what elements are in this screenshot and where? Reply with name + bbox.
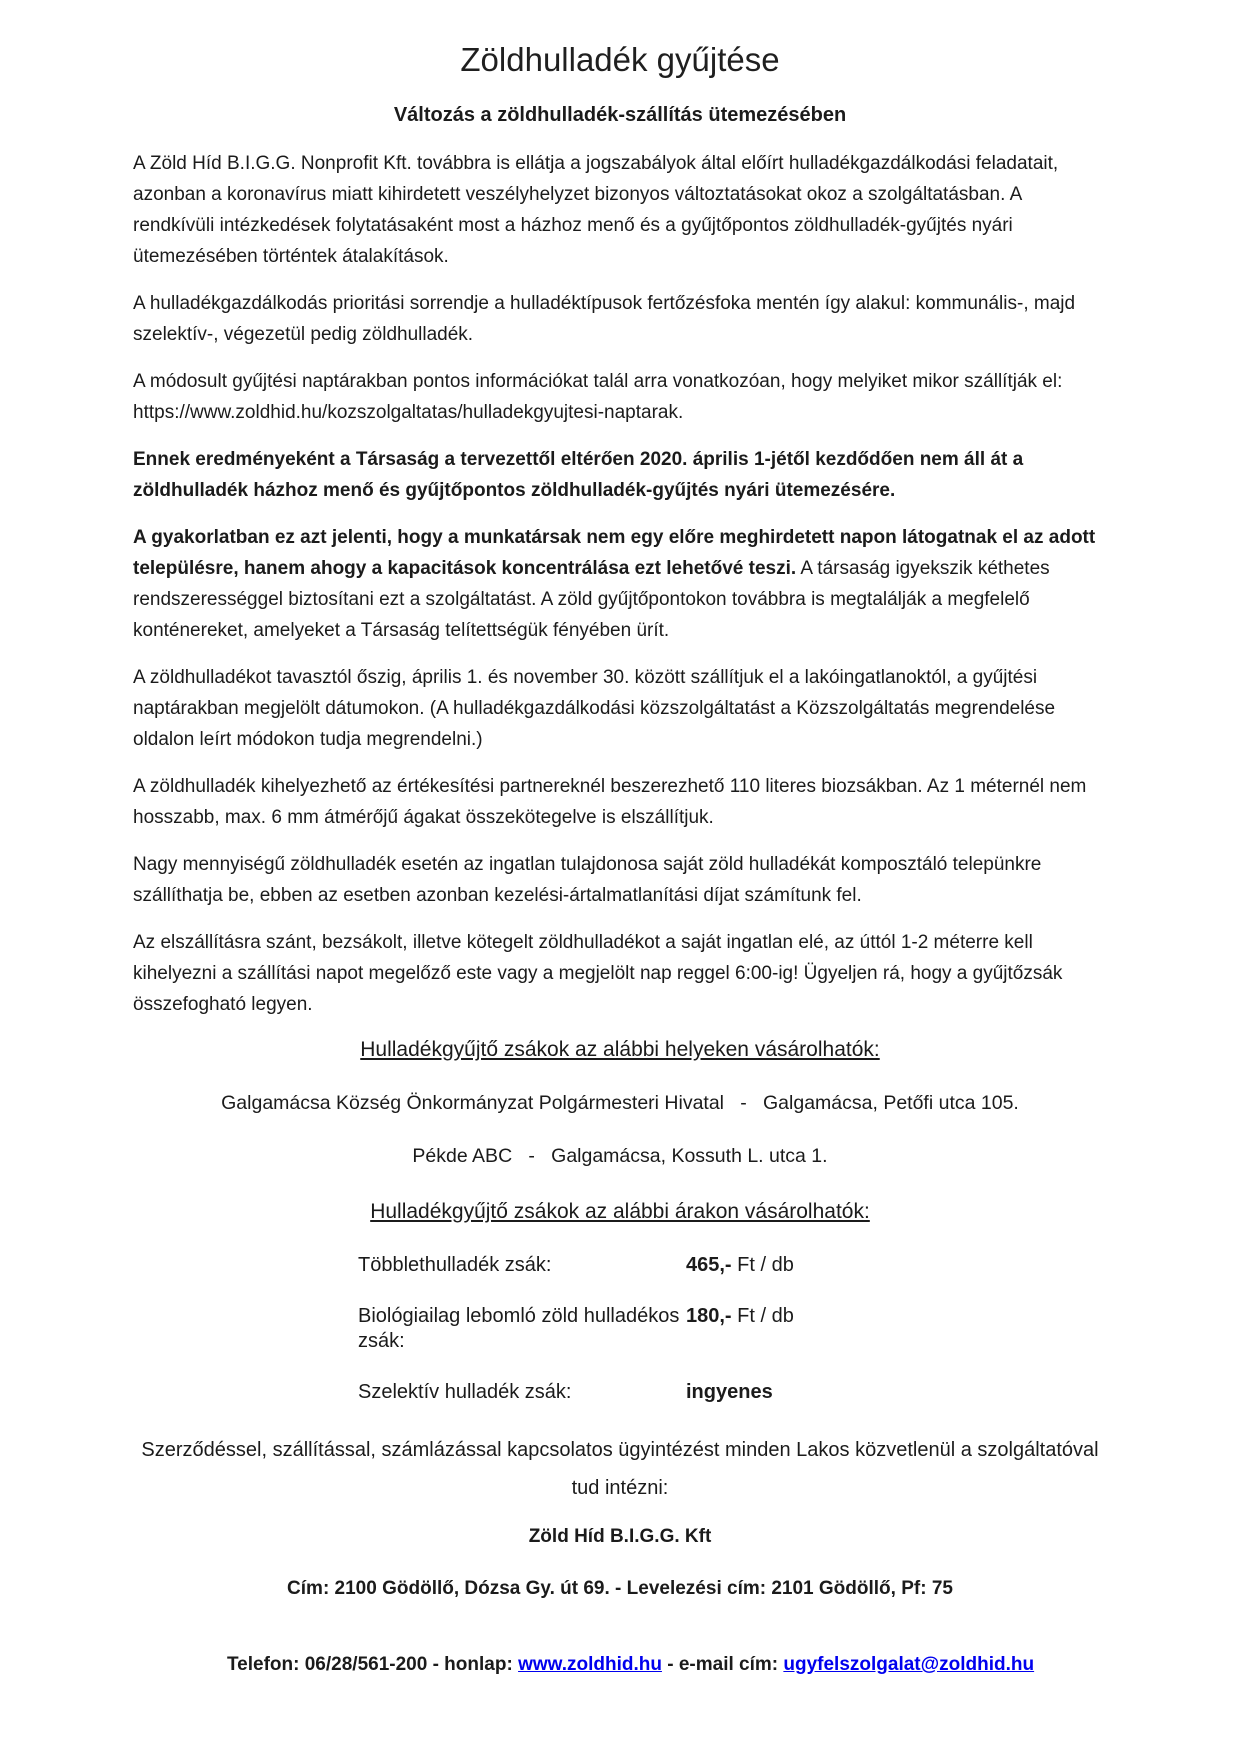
- price-unit: Ft / db: [731, 1253, 794, 1276]
- price-label: Szelektív hulladék zsák:: [358, 1380, 572, 1403]
- price-value: [686, 1253, 794, 1278]
- page-subtitle: Változás a zöldhulladék-szállítás ütemezésében: [393, 103, 847, 126]
- price-label: Biológiailag lebomló zöld hulladékos zsák:: [358, 1304, 680, 1352]
- price-label: Többlethulladék zsák:: [358, 1253, 552, 1276]
- paragraph-intro: A Zöld Híd B.I.G.G. Nonprofit Kft. továbbra is ellátja a jogszabályok által előírt hulladékgazdálkodási feladatait, azonban a koronavírus miatt kihirdetett veszélyhelyzet bizonyos változtatásokat okoz a szolgáltatásban. A rendkívüli intézkedések folytatásaként most a házhoz menő és a gyűjtőpontos zöldhulladék-gyűjtés nyári ütemezésében történtek átalakítások.: [133, 152, 1059, 267]
- company-name: Zöld Híd B.I.G.G. Kft: [528, 1525, 712, 1547]
- price-value: [686, 1304, 794, 1354]
- prices-heading: Hulladékgyűjtő zsákok az alábbi árakon vásárolhatók:: [370, 1199, 870, 1223]
- email-link[interactable]: ugyfelszolgalat@zoldhid.hu: [783, 1653, 1035, 1675]
- price-amount: ingyenes: [686, 1380, 773, 1403]
- price-row-extra-waste: [133, 1253, 1107, 1278]
- location-line-abc: Pékde ABC - Galgamácsa, Kossuth L. utca 1.: [412, 1145, 828, 1168]
- locations-heading: Hulladékgyűjtő zsákok az alábbi helyeken vásárolhatók:: [360, 1037, 880, 1061]
- price-row-selective: [133, 1380, 1107, 1405]
- paragraph-practice: [133, 522, 1107, 646]
- paragraph-calendars: A módosult gyűjtési naptárakban pontos információkat talál arra vonatkozóan, hogy melyiket mikor szállítják el: https://www.zoldhid.hu/kozszolgaltatas/hulladekgyujtesi-naptarak.: [133, 370, 1063, 423]
- company-address: Cím: 2100 Gödöllő, Dózsa Gy. út 69. - Levelezési cím: 2101 Gödöllő, Pf: 75: [287, 1577, 953, 1599]
- paragraph-practice-bold: A gyakorlatban ez azt jelenti, hogy a munkatársak nem egy előre meghirdetett napon látogatnak el az adott településre, hanem ahogy a kapacitások koncentrálása ezt lehetővé teszi.: [133, 526, 1096, 579]
- closing-note: Szerződéssel, szállítással, számlázással kapcsolatos ügyintézést minden Lakos közvetlenül a szolgáltatóval tud intézni:: [141, 1438, 1099, 1499]
- price-row-biodegradable: [133, 1304, 1107, 1354]
- price-value: [686, 1380, 773, 1405]
- price-amount: 465,-: [686, 1253, 732, 1276]
- paragraph-schedule-change: Ennek eredményeként a Társaság a tervezettől eltérően 2020. április 1-jétől kezdődően nem áll át a zöldhulladék házhoz menő és gyűjtőpontos zöldhulladék-gyűjtés nyári ütemezésére.: [133, 448, 1024, 501]
- price-amount: 180,-: [686, 1304, 732, 1327]
- page-title: Zöldhulladék gyűjtése: [460, 41, 780, 78]
- paragraph-placement: Az elszállításra szánt, bezsákolt, illetve kötegelt zöldhulladékot a saját ingatlan elé, az úttól 1-2 méterre kell kihelyezni a szállítási napot megelőző este vagy a megjelölt nap reggel 6:00-ig! Ügyeljen rá, hogy a gyűjtőzsák összefogható legyen.: [133, 931, 1063, 1015]
- paragraph-biosacks: A zöldhulladék kihelyezhető az értékesítési partnereknél beszerezhető 110 literes biozsákban. Az 1 méternél nem hosszabb, max. 6 mm átmérőjű ágakat összekötegelve is elszállítjuk.: [133, 775, 1087, 828]
- website-link[interactable]: www.zoldhid.hu: [518, 1653, 662, 1675]
- price-unit: Ft / db: [731, 1304, 794, 1327]
- location-line-townhall: Galgamácsa Község Önkormányzat Polgármesteri Hivatal - Galgamácsa, Petőfi utca 105.: [221, 1091, 1019, 1114]
- contact-middle: - e-mail cím:: [661, 1653, 784, 1675]
- paragraph-priority-order: A hulladékgazdálkodás prioritási sorrendje a hulladéktípusok fertőzésfoka mentén így alakul: kommunális-, majd szelektív-, végezetül pedig zöldhulladék.: [133, 292, 1076, 345]
- paragraph-practice-rest: A társaság igyekszik kéthetes rendszerességgel biztosítani ezt a szolgáltatást. A zöld gyűjtőpontokon továbbra is megtalálják a megfelelő konténereket, amelyeket a Társaság telítettségük fényében ürít.: [133, 557, 1050, 641]
- paragraph-season: A zöldhulladékot tavasztól őszig, április 1. és november 30. között szállítjuk el a lakóingatlanoktól, a gyűjtési naptárakban megjelölt dátumokon. (A hulladékgazdálkodási közszolgáltatást a Közszolgáltatás megrendelése oldalon leírt módokon tudja megrendelni.): [133, 666, 1056, 750]
- contact-line: [133, 1628, 1107, 1702]
- contact-prefix: Telefon: 06/28/561-200 - honlap:: [226, 1653, 519, 1675]
- paragraph-large-quantity: Nagy mennyiségű zöldhulladék esetén az ingatlan tulajdonosa saját zöld hulladékát komposztáló telepünkre szállíthatja be, ebben az esetben azonban kezelési-ártalmatlanítási díjat számítunk fel.: [133, 853, 1042, 906]
